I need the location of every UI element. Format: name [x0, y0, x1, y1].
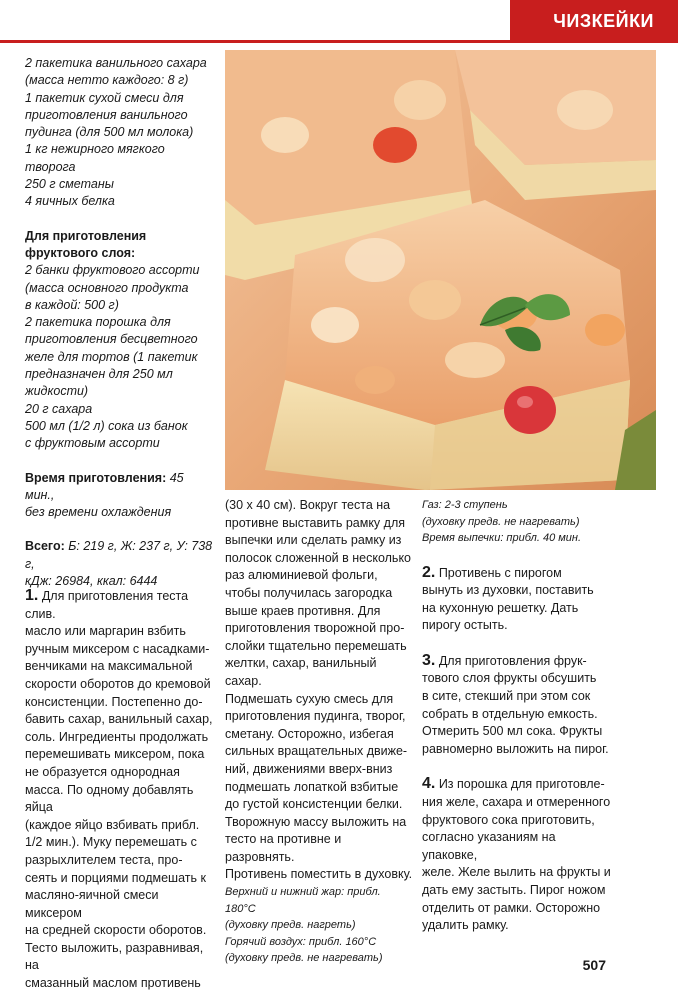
- page-number: 507: [582, 957, 606, 973]
- step-number: 3.: [422, 651, 436, 669]
- step-1-line: раз алюминиевой фольги,: [225, 568, 378, 583]
- step-4-line: фруктового сока приготовить,: [422, 812, 595, 827]
- step-number: 2.: [422, 563, 436, 581]
- step-text: Для приготовления теста слив.: [25, 589, 189, 621]
- step-text: Противень с пирогом: [435, 565, 562, 580]
- step-3-line: Отмерить 500 мл сока. Фрукты: [422, 724, 603, 739]
- ingredient-line: 4 яичных белка: [25, 194, 115, 209]
- section-title: ЧИЗКЕЙКИ: [553, 11, 654, 31]
- ingredient-line: 1 пакетик сухой смеси для: [25, 90, 184, 105]
- step-1-line: приготовления пудинга, творог,: [225, 709, 406, 724]
- instructions-column-2: [225, 497, 413, 967]
- step-2-line: вынуть из духовки, поставить: [422, 583, 594, 598]
- step-4-line: удалить рамку.: [422, 918, 509, 933]
- bake-time: Время выпечки: прибл. 40 мин.: [422, 532, 582, 544]
- ingredient-line: 2 пакетика ванильного сахара: [25, 56, 207, 70]
- ingredient-line: с фруктовым ассорти: [25, 436, 160, 451]
- oven-note: (духовку предв. не нагревать): [225, 952, 383, 965]
- step-text: Для приготовления фрук-: [435, 653, 587, 668]
- step-1-line: приготовления творожной про-: [225, 621, 405, 636]
- ingredient-line: желе для тортов (1 пакетик: [25, 349, 198, 364]
- step-1-line: соль. Ингредиенты продолжать: [25, 729, 209, 744]
- total-energy: кДж: 26984, ккал: 6444: [25, 574, 158, 589]
- step-4-line: ния желе, сахара и отмеренного: [422, 795, 611, 810]
- ingredient-line: жидкости): [25, 384, 89, 399]
- step-4-line: желе. Желе вылить на фрукты и: [422, 865, 611, 880]
- header-rule: [0, 40, 678, 43]
- ingredient-line: (масса основного продукта: [25, 280, 189, 295]
- instructions-column-3: [422, 497, 612, 935]
- ingredient-line: предназначен для 250 мл: [25, 367, 173, 382]
- step-4-line: [422, 775, 612, 794]
- step-1-line: венчиками на максимальной: [25, 659, 193, 674]
- step-1-line: Творожную массу выложить на: [225, 814, 407, 829]
- prep-time: [25, 470, 215, 505]
- step-4-line: отделить от рамки. Осторожно: [422, 900, 601, 915]
- step-1-line: выпечки или сделать рамку из: [225, 533, 402, 548]
- step-1-line: на средней скорости оборотов.: [25, 923, 207, 938]
- step-1-line: чтобы получилась загородка: [225, 585, 393, 600]
- cheesecake-photo: [225, 50, 656, 490]
- step-1-line: разрыхлителем теста, про-: [25, 852, 183, 867]
- step-1-line: (каждое яйцо взбивать прибл.: [25, 817, 200, 832]
- ingredient-line: пудинга (для 500 мл молока): [25, 125, 194, 140]
- step-3-line: собрать в отдельную емкость.: [422, 706, 598, 721]
- step-1-line: бавить сахар, ванильный сахар,: [25, 712, 213, 727]
- step-4-line: согласно указаниям на упаковке,: [422, 830, 556, 862]
- ingredient-line: (масса нетто каждого: 8 г): [25, 73, 189, 88]
- step-number: 1.: [25, 587, 39, 604]
- step-3-line: равномерно выложить на пирог.: [422, 741, 609, 756]
- step-4-line: дать ему застыть. Пирог ножом: [422, 883, 606, 897]
- step-1-line: консистенции. Постепенно до-: [25, 694, 203, 709]
- step-1-line: не образуется однородная: [25, 764, 180, 779]
- ingredient-line: 250 г сметаны: [25, 177, 114, 192]
- instructions-column-1: [25, 587, 217, 993]
- step-1-line: масса. По одному добавлять яйца: [25, 782, 194, 815]
- step-1-line: [25, 587, 217, 623]
- step-1-line: сильных вращательных движе-: [225, 744, 408, 759]
- step-1-line: выше краев противня. Для: [225, 603, 381, 618]
- step-1-line: перемешивать миксером, пока: [25, 747, 205, 762]
- step-1-line: желтки, сахар, ванильный сахар.: [225, 656, 377, 688]
- step-1-line: полосок сложенной в несколько: [225, 550, 412, 565]
- prep-time-value: 45 мин.,: [25, 470, 184, 502]
- step-1-line: Тесто выложить, разравнивая, на: [25, 940, 204, 973]
- oven-setting: Газ: 2-3 ступень: [422, 499, 508, 511]
- oven-note: (духовку предв. не нагревать): [422, 515, 580, 528]
- step-3-line: тового слоя фрукты обсушить: [422, 671, 597, 686]
- step-2-line: [422, 564, 612, 583]
- ingredients-list: [25, 55, 215, 590]
- ingredient-line: приготовления бесцветного: [25, 332, 198, 347]
- step-1-line: смазанный маслом противень: [25, 976, 201, 991]
- step-1-line: ручным миксером с насадками-: [25, 641, 210, 656]
- step-3-line: в сите, стекший при этом сок: [422, 689, 591, 704]
- step-1-line: подмешать лопаткой взбитые: [225, 779, 399, 794]
- step-3-line: [422, 652, 612, 671]
- step-1-line: до густой консистенции белки.: [225, 797, 403, 812]
- fruit-layer-heading: Для приготовления: [25, 228, 147, 243]
- step-1-line: противне выставить рамку для: [225, 515, 406, 530]
- step-1-line: скорости оборотов до кремовой: [25, 676, 211, 691]
- ingredient-line: в каждой: 500 г): [25, 297, 119, 312]
- oven-note: (духовку предв. нагреть): [225, 919, 356, 932]
- step-1-line: сеять и порциями подмешать к: [25, 870, 206, 885]
- step-2-line: на кухонную решетку. Дать: [422, 600, 579, 615]
- step-1-line: масляно-яичной смеси миксером: [25, 888, 159, 920]
- oven-setting: Верхний и нижний жар: прибл. 180°C: [225, 886, 381, 915]
- step-1-line: слойки тщательно перемешать: [225, 638, 407, 653]
- step-1-line: Подмешать сухую смесь для: [225, 691, 394, 706]
- step-1-line: ний, движениями вверх-вниз: [225, 761, 393, 776]
- prep-time-label: Время приготовления:: [25, 470, 167, 485]
- step-1-line: масло или маргарин взбить: [25, 624, 186, 639]
- section-banner: [510, 0, 678, 40]
- step-1-line: (30 x 40 см). Вокруг теста на: [225, 498, 391, 512]
- oven-setting: Горячий воздух: прибл. 160°C: [225, 935, 377, 948]
- step-1-line: 1/2 мин.). Муку перемешать с: [25, 835, 197, 850]
- step-2-line: пирогу остыть.: [422, 618, 508, 633]
- step-1-line: тесто на противне и разровнять.: [225, 832, 342, 864]
- total-values: Б: 219 г, Ж: 237 г, У: 738 г,: [25, 539, 213, 571]
- nutrition-total: [25, 538, 215, 573]
- step-text: Из порошка для приготовле-: [435, 777, 605, 792]
- ingredient-line: 1 кг нежирного мягкого творога: [25, 142, 165, 174]
- ingredient-line: 2 банки фруктового ассорти: [25, 263, 200, 278]
- ingredient-line: 20 г сахара: [25, 401, 93, 416]
- fruit-layer-heading: фруктового слоя:: [25, 245, 136, 260]
- step-1-line: Противень поместить в духовку.: [225, 867, 413, 882]
- prep-time-note: без времени охлаждения: [25, 505, 172, 520]
- total-label: Всего:: [25, 539, 65, 554]
- ingredient-line: 500 мл (1/2 л) сока из банок: [25, 418, 188, 433]
- step-number: 4.: [422, 775, 436, 793]
- ingredient-line: 2 пакетика порошка для: [25, 315, 171, 330]
- step-1-line: сметану. Осторожно, избегая: [225, 726, 394, 741]
- ingredient-line: приготовления ванильного: [25, 107, 188, 122]
